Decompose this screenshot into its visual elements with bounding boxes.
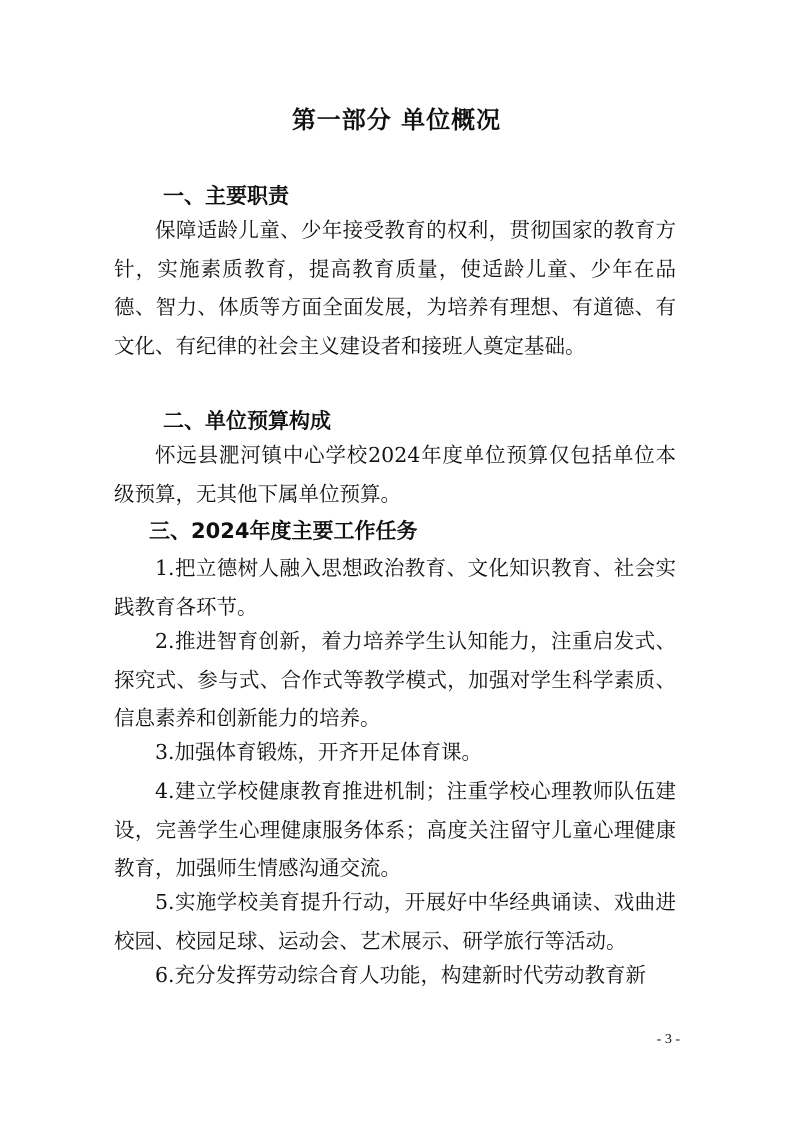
paragraph-budget-composition: 怀远县淝河镇中心学校2024年度单位预算仅包括单位本级预算，无其他下属单位预算。 (114, 443, 676, 506)
paragraph-duties: 保障适龄儿童、少年接受教育的权利，贯彻国家的教育方针，实施素质教育，提高教育质量，使适龄儿童、少年在品德、智力、体质等方面全面发展，为培养有理想、有道德、有文化、有纪律的社会主义建设者和接班人奠定基础。 (114, 218, 676, 358)
task-item-6: 6.充分发挥劳动综合育人功能，构建新时代劳动教育新 (155, 963, 647, 987)
page-title: 第一部分 单位概况 (291, 106, 502, 134)
task-item-4: 4.建立学校健康教育推进机制；注重学校心理教师队伍建设，完善学生心理健康服务体系；高度关注留守儿童心理健康教育，加强师生情感沟通交流。 (114, 779, 676, 880)
page-number: - 3 - (656, 1032, 680, 1047)
section-heading-main-tasks: 三、2024年度主要工作任务 (149, 519, 418, 543)
section-heading-duties: 一、主要职责 (163, 184, 289, 208)
task-item-3: 3.加强体育锻炼，开齐开足体育课。 (155, 740, 483, 764)
task-item-5: 5.实施学校美育提升行动，开展好中华经典诵读、戏曲进校园、校园足球、运动会、艺术展示、研学旅行等活动。 (114, 890, 676, 953)
task-item-2: 2.推进智育创新，着力培养学生认知能力，注重启发式、探究式、参与式、合作式等教学模式，加强对学生科学素质、信息素养和创新能力的培养。 (114, 629, 676, 730)
task-item-1: 1.把立德树人融入思想政治教育、文化知识教育、社会实践教育各环节。 (114, 556, 676, 619)
section-heading-budget-composition: 二、单位预算构成 (163, 409, 331, 433)
